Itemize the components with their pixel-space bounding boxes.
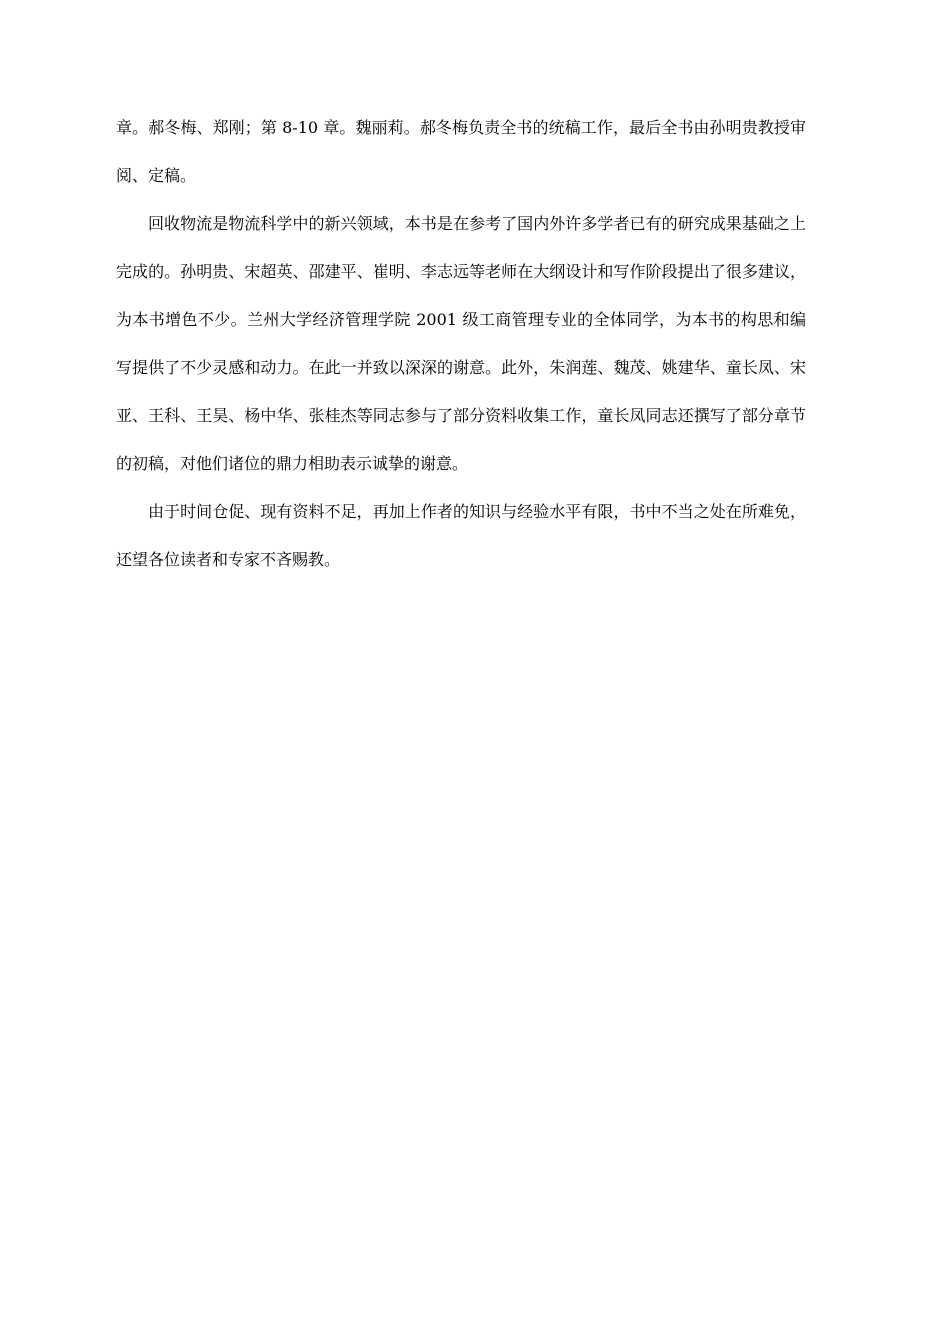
paragraph-closing: 由于时间仓促、现有资料不足，再加上作者的知识与经验水平有限，书中不当之处在所难免，还望各位读者和专家不吝赐教。 xyxy=(116,502,806,569)
paragraph-continuation: 章。郝冬梅、郑刚；第 8-10 章。魏丽莉。郝冬梅负责全书的统稿工作，最后全书由孙明贵教授审阅、定稿。 xyxy=(116,118,806,185)
document-body xyxy=(116,104,806,584)
paragraph-acknowledgements: 回收物流是物流科学中的新兴领域，本书是在参考了国内外许多学者已有的研究成果基础之上完成的。孙明贵、宋超英、邵建平、崔明、李志远等老师在大纲设计和写作阶段提出了很多建议，为本书增色不少。兰州大学经济管理学院 2001 级工商管理专业的全体同学，为本书的构思和编写提供了不少灵感和动力。在此一并致以深深的谢意。此外，朱润莲、魏茂、姚建华、童长凤、宋亚、王科、王昊、杨中华、张桂杰等同志参与了部分资料收集工作，童长凤同志还撰写了部分章节的初稿，对他们诸位的鼎力相助表示诚挚的谢意。 xyxy=(116,214,806,473)
